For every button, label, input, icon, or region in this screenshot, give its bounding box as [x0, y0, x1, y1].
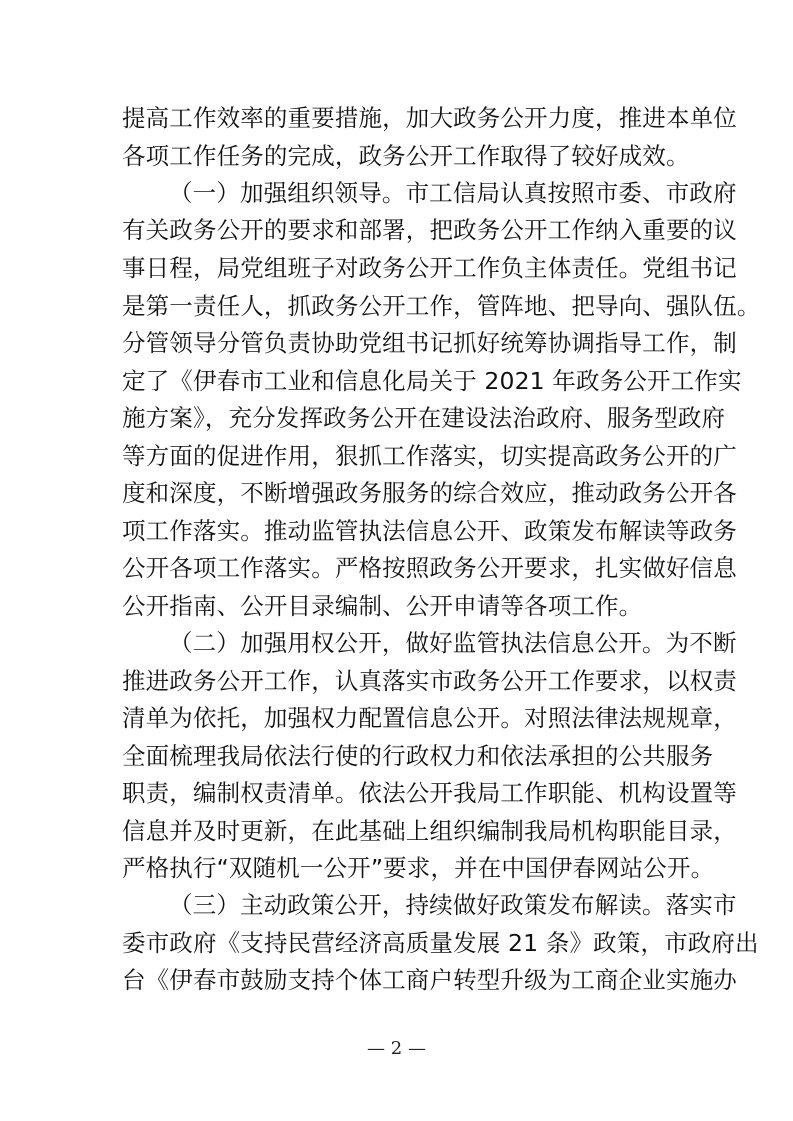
page-number: — 2 — [367, 1038, 426, 1059]
text-line: 严格执行“双随机一公开”要求，并在中国伊春网站公开。 [122, 854, 715, 882]
text-line: 提高工作效率的重要措施，加大政务公开力度，推进本单位 [122, 104, 737, 132]
paragraph-heading-line: （三）主动政策公开，持续做好政策发布解读。落实市 [169, 891, 737, 919]
text-line: 有关政务公开的要求和部署，把政务公开工作纳入重要的议 [122, 216, 737, 244]
paragraph-heading-line: （二）加强用权公开，做好监管执法信息公开。为不断 [169, 629, 737, 657]
text-line: 度和深度，不断增强政务服务的综合效应，推动政务公开各 [122, 479, 737, 507]
text-line: 是第一责任人，抓政务公开工作，管阵地、把导向、强队伍。 [122, 292, 761, 320]
text-line: 清单为依托，加强权力配置信息公开。对照法律法规规章， [122, 704, 737, 732]
text-line: 分管领导分管负责协助党组书记抓好统筹协调指导工作，制 [122, 329, 737, 357]
text-line: 公开各项工作落实。严格按照政务公开要求，扎实做好信息 [122, 554, 737, 582]
text-line: 公开指南、公开目录编制、公开申请等各项工作。 [122, 592, 643, 620]
text-line: 委市政府《支持民营经济高质量发展 21 条》政策，市政府出 [122, 929, 759, 957]
text-line: 等方面的促进作用，狠抓工作落实，切实提高政务公开的广 [122, 442, 737, 470]
text-line: 施方案》，充分发挥政务公开在建设法治政府、服务型政府 [122, 404, 726, 432]
text-line: 职责，编制权责清单。依法公开我局工作职能、机构设置等 [122, 779, 737, 807]
text-line: 台《伊春市鼓励支持个体工商户转型升级为工商企业实施办 [122, 966, 737, 994]
text-line: 事日程，局党组班子对政务公开工作负主体责任。党组书记 [122, 254, 737, 282]
text-line: 项工作落实。推动监管执法信息公开、政策发布解读等政务 [122, 517, 737, 545]
text-line: 各项工作任务的完成，政务公开工作取得了较好成效。 [122, 142, 690, 170]
paragraph-heading-line: （一）加强组织领导。市工信局认真按照市委、市政府 [169, 179, 737, 207]
text-line: 信息并及时更新，在此基础上组织编制我局机构职能目录， [122, 817, 737, 845]
text-line: 定了《伊春市工业和信息化局关于 2021 年政务公开工作实 [122, 367, 742, 395]
text-line: 全面梳理我局依法行使的行政权力和依法承担的公共服务 [122, 742, 714, 770]
text-line: 推进政务公开工作，认真落实市政务公开工作要求，以权责 [122, 667, 737, 695]
